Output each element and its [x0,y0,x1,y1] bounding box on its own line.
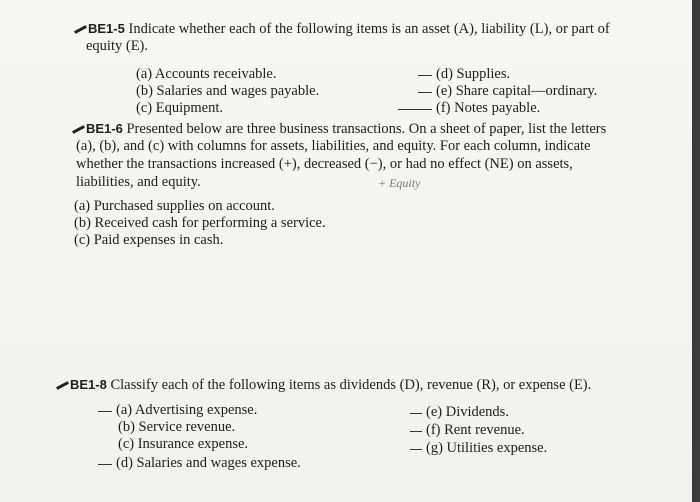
be15-code: BE1-5 [88,21,125,36]
be15-item-f [398,100,540,117]
answer-blank[interactable] [98,463,112,465]
be16-line2: (a), (b), and (c) with columns for assets, liabilities, and equity. For each column, indicate [76,138,591,154]
be15-item-a: (a) Accounts receivable. [136,66,277,82]
be18-code: BE1-8 [70,377,107,392]
be16-line1: Presented below are three business transactions. On a sheet of paper, list the letters [126,121,607,137]
answer-blank[interactable] [410,448,422,450]
answer-blank[interactable] [410,412,422,414]
be15-item-c: (c) Equipment. [136,100,223,116]
exercise-marker [56,381,69,390]
exercise-marker [72,125,85,134]
be16-line3: whether the transactions increased (+), decreased (−), or had no effect (NE) on assets, [76,156,573,172]
be15-item-b: (b) Salaries and wages payable. [136,83,320,99]
page-edge [692,0,700,502]
answer-blank[interactable] [418,74,432,76]
be16-item-b: (b) Received cash for performing a service. [74,215,326,231]
be15-item-d [418,66,510,83]
be18-item-f-label: (f) Rent revenue. [426,422,525,438]
be15-intro-line2: equity (E). [86,38,149,54]
answer-blank[interactable] [98,410,112,412]
be16-item-a: (a) Purchased supplies on account. [74,198,275,214]
be18-item-d-label: (d) Salaries and wages expense. [116,455,301,471]
be15-item-d-label: (d) Supplies. [436,66,511,82]
be18-item-c: (c) Insurance expense. [118,436,249,452]
handwritten-note: + Equity [378,176,421,190]
be18-item-a [98,402,257,419]
be15-item-e-label: (e) Share capital—ordinary. [436,83,598,99]
be15-intro-line1: Indicate whether each of the following items is an asset (A), liability (L), or part of [128,21,610,37]
be18-item-e [410,404,509,421]
be18-item-f [410,422,525,439]
answer-blank[interactable] [398,108,432,110]
answer-blank[interactable] [410,430,422,432]
be16-item-c: (c) Paid expenses in cash. [74,232,224,248]
answer-blank[interactable] [418,91,432,93]
be18-intro-text: Classify each of the following items as dividends (D), revenue (R), or expense (E). [110,377,592,393]
be15-intro [88,20,610,38]
be18-item-b: (b) Service revenue. [118,419,236,435]
be18-intro [70,376,591,394]
be16-line4: liabilities, and equity. [76,174,201,190]
exercise-marker [74,25,87,34]
be16-intro [86,120,606,138]
be18-item-e-label: (e) Dividends. [426,404,509,420]
be18-item-a-label: (a) Advertising expense. [116,402,258,418]
be18-item-g-label: (g) Utilities expense. [426,440,548,456]
be15-item-e [418,83,597,100]
be18-item-d [98,455,301,472]
be15-item-f-label: (f) Notes payable. [436,100,541,116]
be18-item-g [410,440,547,457]
be16-code: BE1-6 [86,121,123,136]
